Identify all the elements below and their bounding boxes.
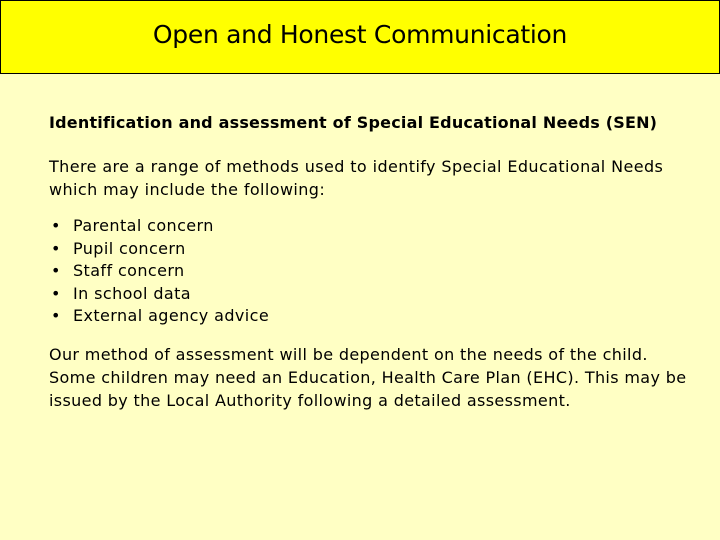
list-item-text: In school data (73, 283, 191, 303)
list-item (49, 260, 689, 283)
title-banner (0, 0, 720, 74)
list-item (49, 238, 689, 261)
intro-paragraph: There are a range of methods used to identify Special Educational Needs which may include the following: (49, 157, 664, 199)
section-heading: Identification and assessment of Special Educational Needs (SEN) (49, 113, 658, 132)
list-item (49, 305, 689, 328)
bullet-icon: • (51, 238, 61, 258)
list-item-text: External agency advice (73, 306, 270, 325)
list-item-text: Staff concern (73, 261, 185, 280)
page-title: Open and Honest Communication (152, 19, 568, 49)
bullet-icon: • (51, 283, 61, 303)
closing-paragraph: Our method of assessment will be dependent on the needs of the child. Some children may need an Education, Health Care Plan (EHC). This may be issued by the Local Authority following a detailed assessment. (49, 344, 687, 410)
slide-body (49, 111, 689, 412)
list-item (49, 283, 689, 306)
list-item (49, 215, 689, 238)
bullet-icon: • (51, 261, 61, 280)
list-item-text: Parental concern (73, 216, 214, 235)
methods-list (49, 215, 689, 328)
bullet-icon: • (51, 216, 61, 235)
list-item-text: Pupil concern (73, 238, 186, 258)
bullet-icon: • (51, 306, 61, 325)
